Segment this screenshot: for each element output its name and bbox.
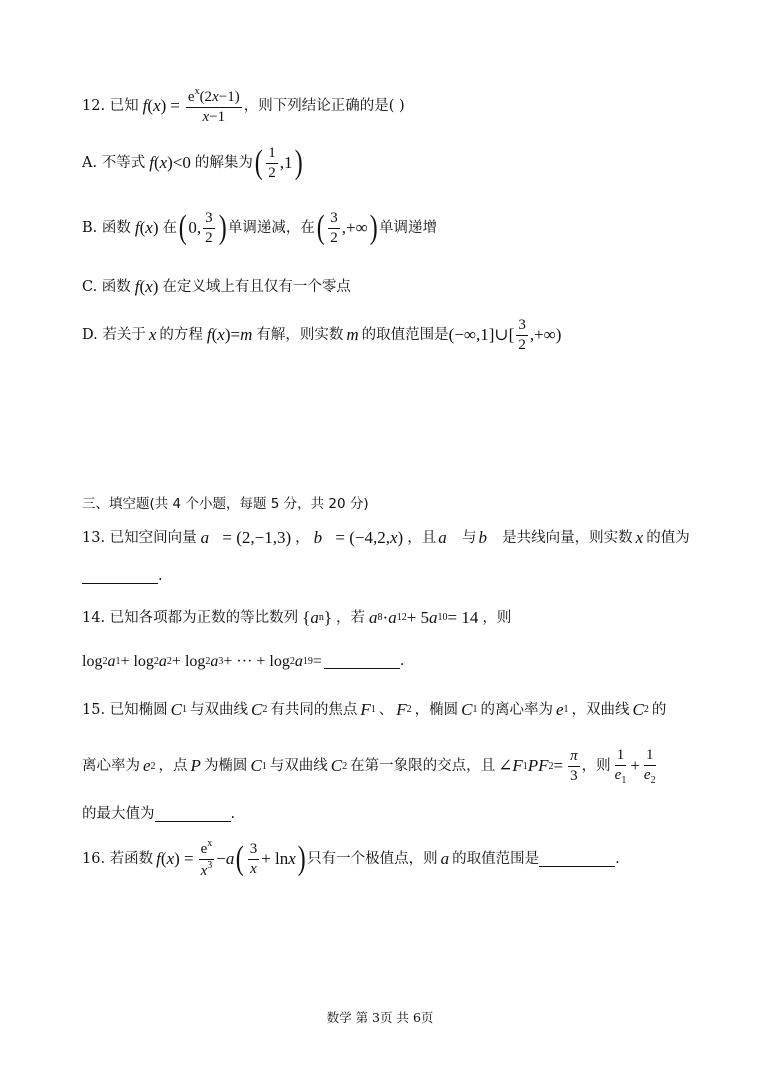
q15-t3: 、 [378, 701, 394, 718]
q16-blank[interactable] [539, 852, 615, 867]
q16-end: . [615, 850, 620, 867]
q12-fx: f ( x ) [142, 96, 167, 116]
option-b-mid1: 在 [162, 219, 177, 236]
section-title-text: 三、填空题(共 4 个小题，每题 5 分，共 20 分) [82, 496, 369, 512]
q15-t4: ，椭圆 [414, 701, 459, 718]
option-b-mid3: 单调递增 [379, 219, 438, 236]
q15-t1: 与双曲线 [190, 701, 249, 718]
page-footer [0, 1008, 760, 1026]
q13-var-x: x [635, 528, 644, 547]
q13-stem: 13. 已知空间向量 a⃗ = (2,−1,3) ， b⃗ = (−4,2, x ) ，且 a⃗ 与 b⃗ 是共线向量，则实数 x 的值为 [82, 528, 690, 547]
q15-l2d: 与双曲线 [269, 757, 328, 774]
q15-t2: 有共同的焦点 [270, 701, 358, 718]
q15-l2b: ，点 [158, 757, 188, 774]
option-c-text: 在定义域上有且仅有一个零点 [162, 278, 351, 295]
q13-answer-line [82, 568, 720, 585]
option-d-var-x: x [148, 325, 157, 345]
q15-blank[interactable] [155, 807, 231, 822]
option-b-mid2: 单调递减，在 [227, 219, 315, 236]
option-d-label: D. 若关于 [82, 326, 146, 343]
q15-l2f: ，则 [581, 757, 611, 774]
q12-option-c: C. 函数 f ( x ) 在定义域上有且仅有一个零点 [82, 277, 351, 296]
q13-blank[interactable] [82, 569, 158, 584]
q13-mid2: 与 [461, 529, 477, 546]
q15-end: . [230, 806, 236, 822]
q13-end: . [158, 568, 163, 584]
q12-option-a: A. 不等式 f ( x ) <0 的解集为 ( $\frac{1}{2}$ ,1 ) [82, 144, 303, 181]
q12-option-d: D. 若关于 x 的方程 f ( x ) = m 有解，则实数 m 的取值范围是 (−∞,1]∪[ $\frac{3}{2}$ ,+∞) [82, 317, 562, 353]
q15-stem-line2: 离心率为 e 2 ，点 P 为椭圆 C 1 与双曲线 C 2 在第一象限的交点，且 ∠ F 1 PF 2 = $\frac{\pi}{3}$ ，则 $\frac{1}{e_1}$ + $\frac{1}{e_2}$ [82, 747, 656, 786]
q13-suffix: 的值为 [646, 529, 690, 546]
q15-l2e: 在第一象限的交点，且 [350, 757, 496, 774]
q13-prefix: 13. 已知空间向量 [82, 529, 197, 546]
q12-prefix: 12. 已知 [82, 97, 139, 114]
q14-formula-line: log 2 a 1 + log 2 a 2 + log 2 a 3 + ··· + log 2 a 19 = . [82, 652, 405, 670]
q13-mid3: 是共线向量，则实数 [502, 529, 633, 546]
q15-t6: ，双曲线 [571, 701, 630, 718]
option-d-mid3: 的取值范围是 [361, 326, 449, 343]
q14-blank[interactable] [324, 654, 400, 669]
q15-prefix: 15. 已知椭圆 [82, 701, 168, 718]
q12-option-b: B. 函数 f ( x ) 在 ( 0, $\frac{3}{2}$ ) 单调递减，在 ( $\frac{3}{2}$ ,+∞ ) 单调递增 [82, 209, 438, 246]
q15-l2a: 离心率为 [82, 757, 140, 774]
q15-var-p: P [190, 756, 201, 776]
q12-fraction: $\frac{e^x(2x-1)}{x-1}$ [187, 86, 240, 125]
q13-mid1: ，且 [407, 529, 437, 546]
q15-stem-line1: 15. 已知椭圆 C 1 与双曲线 C 2 有共同的焦点 F 1 、 F 2 ，椭圆 C 1 的离心率为 e 1 ，双曲线 C 2 的 [82, 700, 667, 719]
option-b-label: B. 函数 [82, 219, 131, 236]
q12-stem: 12. 已知 f ( x ) = $\frac{e^x(2x-1)}{x-1}$ ，则下列结论正确的是( ) [82, 86, 405, 125]
q15-t5: 的离心率为 [480, 701, 553, 718]
footer-text: 数学 第 3页 共 6页 [326, 1010, 434, 1025]
q16-suffix: 的取值范围是 [452, 850, 540, 867]
q14-mid1: ，若 [336, 609, 366, 626]
option-a-label: A. 不等式 [82, 154, 146, 171]
q12-suffix: ，则下列结论正确的是( ) [243, 97, 405, 114]
q14-mid2: ，则 [482, 609, 512, 626]
q16-var-a: a [440, 849, 450, 869]
q15-l3: 的最大值为 [82, 806, 155, 822]
q15-t7: 的 [651, 701, 667, 718]
q14-stem: 14. 已知各项都为正数的等比数列 { a n } ，若 a 8 · a 12 + 5 a 10 = 14 ，则 [82, 608, 512, 627]
q16-prefix: 16. 若函数 [82, 850, 154, 867]
option-d-mid2: 有解，则实数 [256, 326, 344, 343]
q14-end: . [399, 652, 405, 669]
option-c-label: C. 函数 [82, 278, 131, 295]
q15-stem-line3 [82, 806, 720, 823]
option-d-var-m: m [346, 325, 359, 345]
q15-l2c: 为椭圆 [203, 757, 248, 774]
q14-prefix: 14. 已知各项都为正数的等比数列 [82, 609, 299, 626]
option-d-mid1: 的方程 [159, 326, 203, 343]
q16-mid: 只有一个极值点，则 [307, 850, 438, 867]
option-a-mid: 的解集为 [194, 154, 253, 171]
q16-stem: 16. 若函数 f ( x ) = $\frac{e^x}{x^3}$ − a ( $\frac{3}{x}$ + ln x ) 只有一个极值点，则 a 的取值范围是 . [82, 838, 620, 879]
section-title [82, 496, 720, 512]
